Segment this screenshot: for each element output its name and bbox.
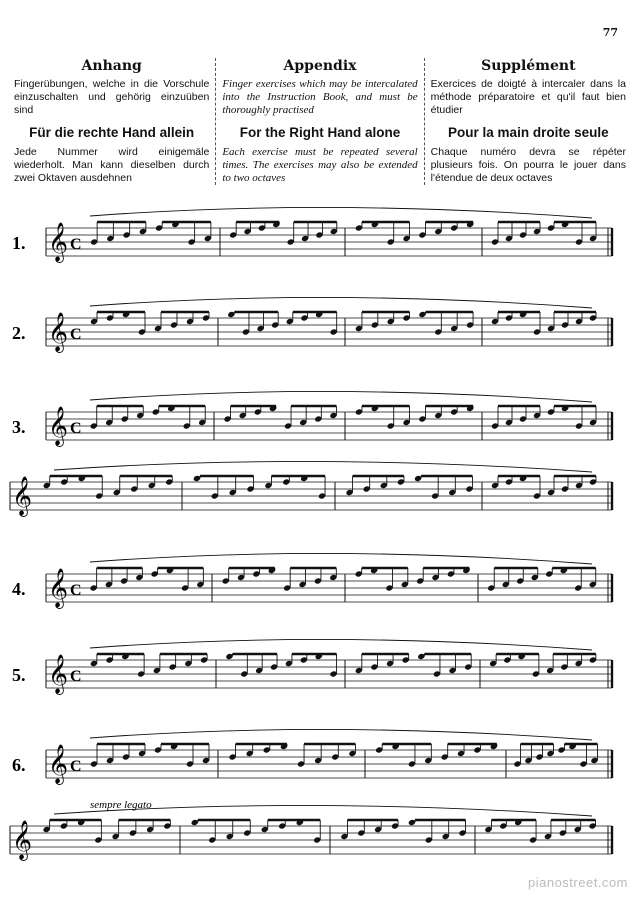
- treble-clef-icon: 𝄞: [48, 406, 69, 446]
- column-note: Jede Nummer wird einigemäle wiederholt. Man kann dieselben durch zwei Oktaven ausdehnen: [14, 146, 210, 184]
- staff-system: [10, 461, 612, 517]
- column-intro: Exercices de doigté à intercaler dans la méthode préparatoire et qu'il faut bien étudier: [430, 78, 626, 116]
- column-subheading: Pour la main droite seule: [448, 125, 609, 140]
- treble-clef-icon: 𝄞: [12, 476, 33, 516]
- slur: [90, 729, 592, 740]
- watermark: pianostreet.com: [528, 875, 628, 890]
- time-signature: C: [70, 236, 82, 253]
- column-intro: Finger exercises which may be intercalated into the Instruction Book, and must be thoroughly practised: [222, 78, 418, 116]
- exercise-number: 4.: [12, 579, 26, 599]
- treble-clef-icon: 𝄞: [48, 312, 69, 352]
- column-heading: Anhang: [81, 58, 142, 74]
- exercise-number: 5.: [12, 665, 26, 685]
- slur: [54, 461, 592, 472]
- treble-clef-icon: 𝄞: [48, 744, 69, 784]
- treble-clef-icon: 𝄞: [12, 820, 33, 860]
- column-subheading: For the Right Hand alone: [239, 125, 401, 140]
- time-signature: C: [70, 582, 82, 599]
- staff-system: [10, 805, 612, 861]
- column-intro: Fingerübungen, welche in die Vorschule einzuschalten und gehörig einzuüben sind: [14, 78, 210, 116]
- treble-clef-icon: 𝄞: [48, 222, 69, 262]
- column-heading: Supplément: [481, 58, 576, 74]
- page-number: 77: [602, 26, 618, 39]
- time-signature: C: [70, 420, 82, 437]
- staff-system: [12, 297, 612, 353]
- staff-system: [12, 207, 612, 263]
- slur: [90, 297, 592, 308]
- exercise-number: 2.: [12, 323, 26, 343]
- exercise-number: 6.: [12, 755, 26, 775]
- treble-clef-icon: 𝄞: [48, 568, 69, 608]
- staff-system: [12, 639, 612, 695]
- column-note: Chaque numéro devra se répéter plusieurs fois. On pourra le jouer dans l'étendue de deux octaves: [430, 146, 626, 184]
- exercise-number: 1.: [12, 233, 26, 253]
- slur: [90, 639, 592, 650]
- slur: [90, 207, 592, 218]
- time-signature: C: [70, 758, 82, 775]
- staff-system: [12, 391, 612, 447]
- time-signature: C: [70, 668, 82, 685]
- time-signature: C: [70, 326, 82, 343]
- expression-marking: sempre legato: [90, 799, 152, 811]
- staff-system: [12, 553, 612, 609]
- slur: [90, 391, 592, 402]
- column-note: Each exercise must be repeated several times. The exercises may also be extended to two octaves: [222, 146, 418, 184]
- column-subheading: Für die rechte Hand allein: [29, 125, 195, 140]
- treble-clef-icon: 𝄞: [48, 654, 69, 694]
- column-heading: Appendix: [283, 58, 357, 74]
- staff-system: [12, 729, 612, 811]
- slur: [90, 553, 592, 564]
- exercise-number: 3.: [12, 417, 26, 437]
